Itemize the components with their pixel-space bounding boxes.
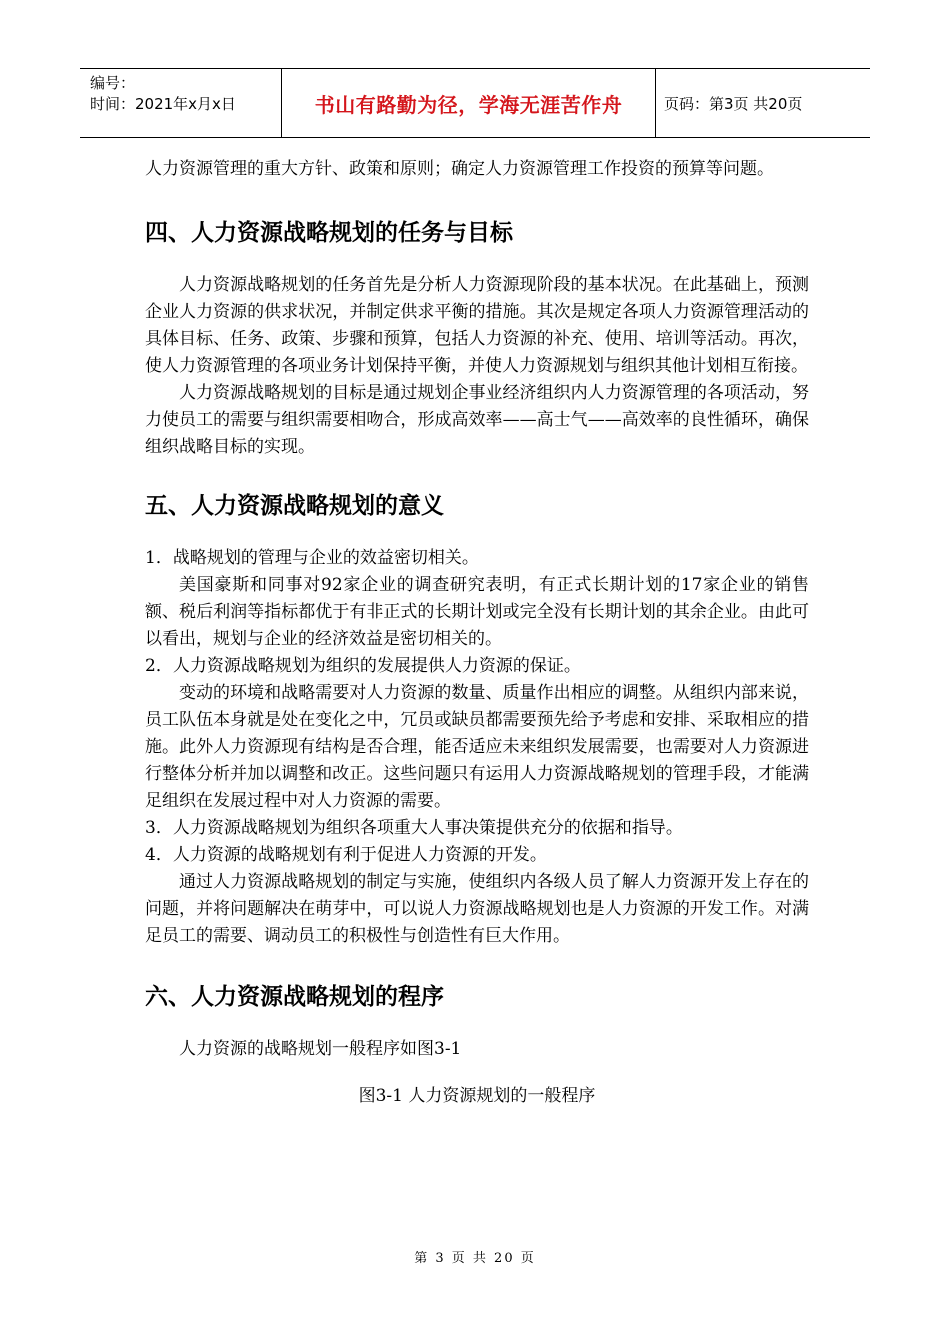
document-number-label: 编号：	[90, 74, 136, 92]
section-5-paragraph-1: 美国豪斯和同事对92家企业的调查研究表明，有正式长期计划的17家企业的销售额、税后利润等指标都优于有非正式的长期计划或完全没有长期计划的其余企业。由此可以看出，规划与企业的经济效益是密切相关的。	[145, 575, 809, 649]
section-6-paragraph-1: 人力资源的战略规划一般程序如图3-1	[179, 1039, 462, 1059]
section-5-paragraph-2: 变动的环境和战略需要对人力资源的数量、质量作出相应的调整。从组织内部来说，员工队伍本身就是处在变化之中，冗员或缺员都需要预先给予考虑和安排、采取相应的措施。此外人力资源现有结构是否合理，能否适应未来组织发展需要，也需要对人力资源进行整体分析并加以调整和改正。这些问题只有运用人力资源战略规划的管理手段，才能满足组织在发展过程中对人力资源的需要。	[145, 683, 809, 811]
section-5-item-3: 3．人力资源战略规划为组织各项重大人事决策提供充分的依据和指导。	[145, 818, 683, 838]
section-4-title: 四、人力资源战略规划的任务与目标	[145, 220, 513, 246]
section-5-paragraph-4: 通过人力资源战略规划的制定与实施，使组织内各级人员了解人力资源开发上存在的问题，并将问题解决在萌芽中，可以说人力资源战略规划也是人力资源的开发工作。对满足员工的需要、调动员工的积极性与创造性有巨大作用。	[145, 872, 809, 946]
section-6-title: 六、人力资源战略规划的程序	[145, 984, 444, 1010]
section-5-item-2: 2．人力资源战略规划为组织的发展提供人力资源的保证。	[145, 656, 581, 676]
page-header	[80, 68, 870, 138]
section-5-title: 五、人力资源战略规划的意义	[145, 493, 444, 519]
header-page-info: 页码：第3页 共20页	[664, 94, 803, 113]
section-5-item-4: 4．人力资源的战略规划有利于促进人力资源的开发。	[145, 845, 547, 865]
figure-caption: 图3-1 人力资源规划的一般程序	[358, 1086, 596, 1106]
header-motto-cell	[281, 69, 656, 137]
page-footer: 第 3 页 共 20 页	[414, 1251, 536, 1266]
section-4-paragraph-2: 人力资源战略规划的目标是通过规划企事业经济组织内人力资源管理的各项活动，努力使员工的需要与组织需要相吻合，形成高效率——高士气——高效率的良性循环，确保组织战略目标的实现。	[145, 383, 809, 457]
header-page-info-cell	[656, 69, 870, 137]
section-4-paragraph-1: 人力资源战略规划的任务首先是分析人力资源现阶段的基本状况。在此基础上，预测企业人力资源的供求状况，并制定供求平衡的措施。其次是规定各项人力资源管理活动的具体目标、任务、政策、步骤和预算，包括人力资源的补充、使用、培训等活动。再次，使人力资源管理的各项业务计划保持平衡，并使人力资源规划与组织其他计划相互衔接。	[145, 275, 809, 376]
header-meta	[80, 69, 281, 137]
document-body	[145, 156, 809, 1110]
section-5-item-1: 1．战略规划的管理与企业的效益密切相关。	[145, 548, 479, 568]
header-motto: 书山有路勤为径，学海无涯苦作舟	[314, 92, 623, 117]
intro-paragraph: 人力资源管理的重大方针、政策和原则；确定人力资源管理工作投资的预算等问题。	[145, 159, 774, 179]
document-date: 时间：2021年x月x日	[90, 95, 236, 113]
